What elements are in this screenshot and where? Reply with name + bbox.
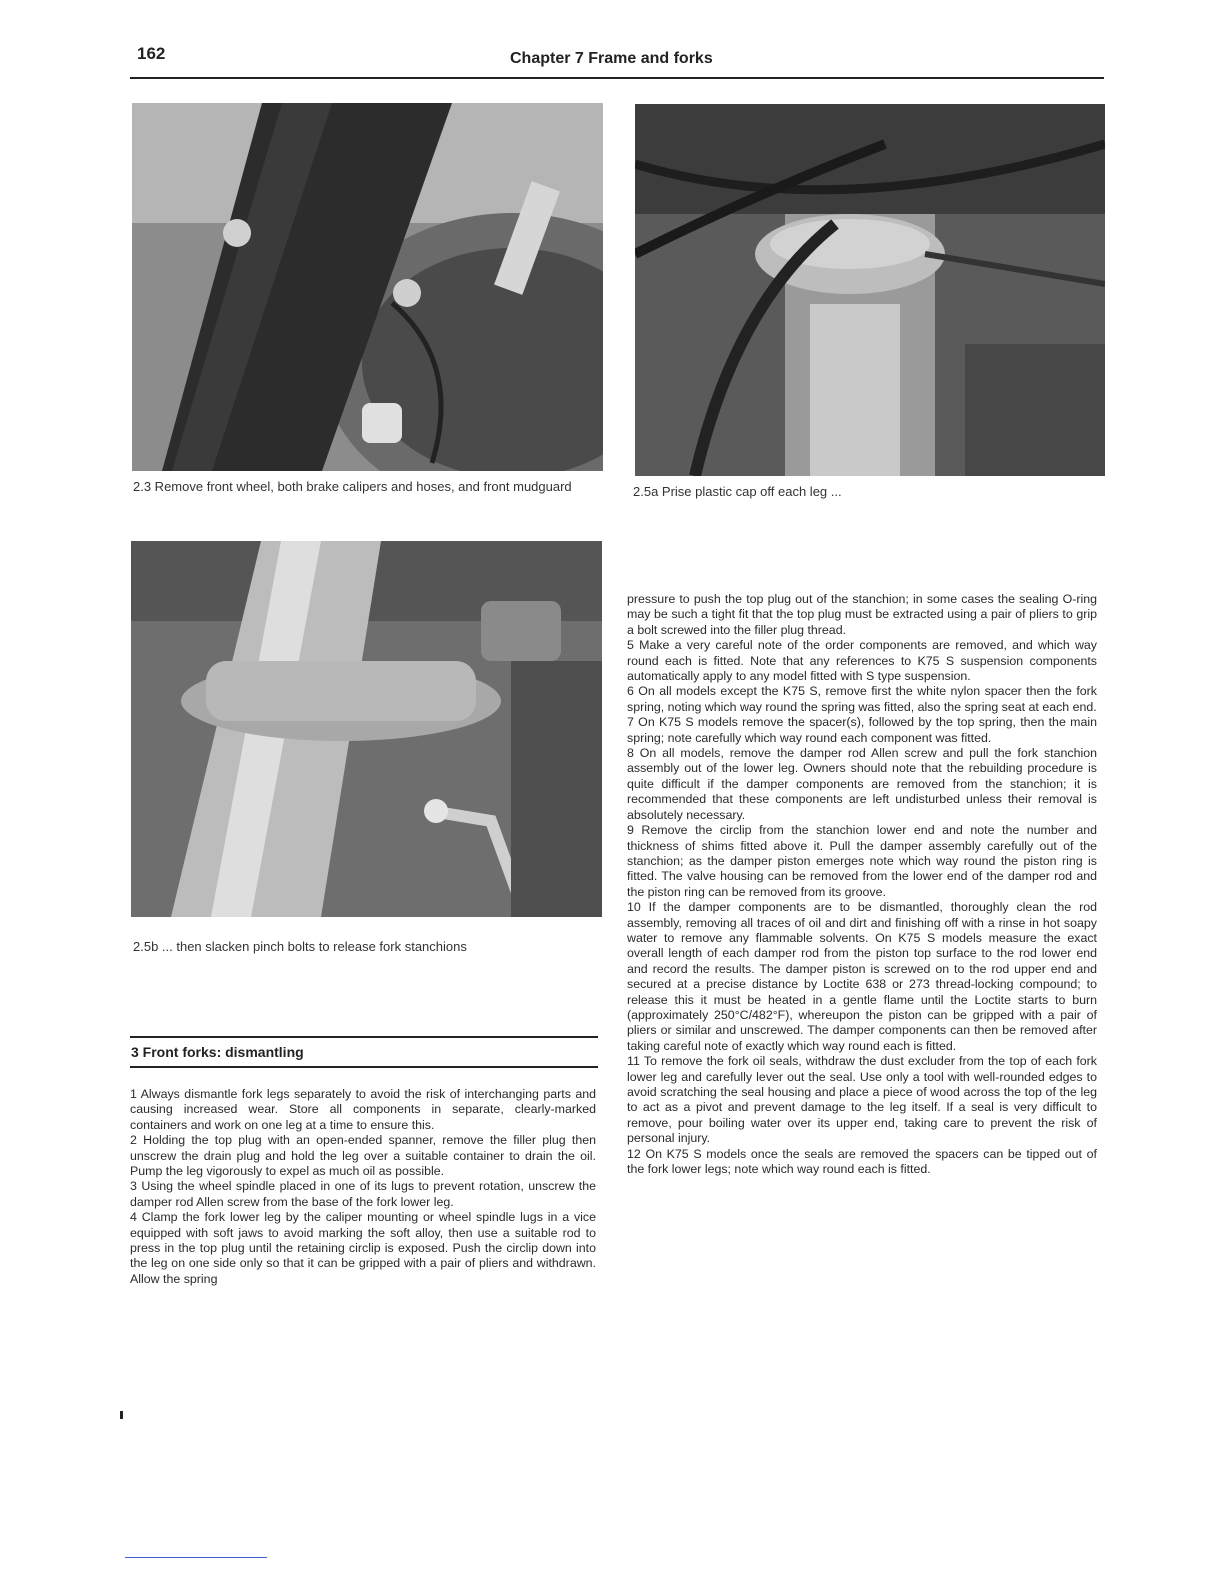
figure-caption: 2.5b ... then slacken pinch bolts to release fork stanchions bbox=[133, 939, 467, 954]
section-title: 3 Front forks: dismantling bbox=[131, 1044, 304, 1060]
footer-rule bbox=[125, 1557, 267, 1558]
photo-fork-plastic-cap bbox=[635, 104, 1105, 476]
paragraph: 6 On all models except the K75 S, remove first the white nylon spacer then the fork spring, noting which way round the spring was fitted, also the spring seat at each end. bbox=[627, 684, 1097, 714]
paragraph: 7 On K75 S models remove the spacer(s), followed by the top spring, then the main spring; note carefully which way round each component was fitted. bbox=[627, 715, 1097, 745]
running-head: Chapter 7 Frame and forks bbox=[510, 50, 713, 67]
paragraph: 8 On all models, remove the damper rod Allen screw and pull the fork stanchion assembly out of the lower leg. Owners should note that the rebuilding procedure is quite difficult if the damper components are removed from the stanchion; it is recommended that these components are left undisturbed unless their removal is absolutely necessary. bbox=[627, 746, 1097, 822]
paragraph: 5 Make a very careful note of the order components are removed, and which way round each is fitted. Note that any references to K75 S suspension components automatically apply to any model fitted with S type suspension. bbox=[627, 638, 1097, 684]
paragraph: pressure to push the top plug out of the stanchion; in some cases the sealing O-ring may be such a tight fit that the top plug must be extracted using a pair of pliers to grip a bolt screwed into the filler plug thread. bbox=[627, 592, 1097, 637]
paragraph: 11 To remove the fork oil seals, withdraw the dust excluder from the top of each fork lower leg and carefully lever out the seal. Use only a tool with well-rounded edges to avoid scratching the seal housing and place a piece of wood across the top of the leg to act as a pivot and prevent damage to the leg itself. If a seal is very difficult to remove, pour boiling water over its upper end, taking care to prevent the risk of personal injury. bbox=[627, 1054, 1097, 1146]
page-number: 162 bbox=[137, 44, 166, 63]
paragraph: 1 Always dismantle fork legs separately to avoid the risk of interchanging parts and causing increased wear. Store all components in separate, clearly-marked containers and work on one leg at a time to ensure this. bbox=[130, 1087, 596, 1132]
paragraph: 12 On K75 S models once the seals are removed the spacers can be tipped out of the fork lower legs; note which way round each is fitted. bbox=[627, 1146, 1097, 1177]
paragraph: 2 Holding the top plug with an open-ended spanner, remove the filler plug then unscrew the drain plug and hold the leg over a suitable container to drain the oil. Pump the leg vigorously to expel as much oil as possible. bbox=[130, 1133, 596, 1179]
section-rule-bottom bbox=[130, 1066, 598, 1068]
right-column-text bbox=[627, 592, 1097, 1177]
paragraph: 10 If the damper components are to be dismantled, thoroughly clean the rod assembly, removing all traces of oil and dirt and finishing off with a rinse in hot soapy water to remove any flammable solvents. On K75 S models measure the exact overall length of each damper rod from the piston top surface to the rod lower end and record the results. The damper piston is screwed on to the rod upper end and secured at a precise distance by Loctite 638 or 273 thread-locking compound; to release this it must be heated in a gentle flame until the Loctite starts to burn (approximately 250°C/482°F), whereupon the piston can be gripped with a pair of pliers or similar and unscrewed. The damper components can then be removed after taking careful note of exactly which way round each is fitted. bbox=[627, 900, 1097, 1053]
section-heading bbox=[130, 1036, 598, 1068]
header-rule bbox=[130, 77, 1104, 79]
left-column-text bbox=[130, 1087, 596, 1287]
photo-fork-wheel-removal bbox=[132, 103, 603, 471]
paragraph: 9 Remove the circlip from the stanchion lower end and note the number and thickness of shims fitted above it. Pull the damper assembly carefully out of the stanchion; as the damper piston emerges note which way round the piston ring is fitted. The valve housing can be removed from the lower end of the damper rod and the piston ring can be removed from its groove. bbox=[627, 823, 1097, 899]
figure-caption: 2.5a Prise plastic cap off each leg ... bbox=[633, 484, 842, 499]
photo-fork-pinch-bolts bbox=[131, 541, 602, 917]
section-rule-top bbox=[130, 1036, 598, 1038]
paragraph: 3 Using the wheel spindle placed in one of its lugs to prevent rotation, unscrew the damper rod Allen screw from the base of the fork lower leg. bbox=[130, 1179, 596, 1209]
paragraph: 4 Clamp the fork lower leg by the caliper mounting or wheel spindle lugs in a vice equipped with soft jaws to avoid marking the soft alloy, then use a suitable rod to press in the top plug until the retaining circlip is exposed. Push the circlip down into the leg on one side only so that it can be gripped with a pair of pliers and withdrawn. Allow the spring bbox=[130, 1210, 596, 1286]
scan-mark bbox=[120, 1411, 123, 1419]
figure-caption: 2.3 Remove front wheel, both brake calipers and hoses, and front mudguard bbox=[133, 479, 572, 494]
